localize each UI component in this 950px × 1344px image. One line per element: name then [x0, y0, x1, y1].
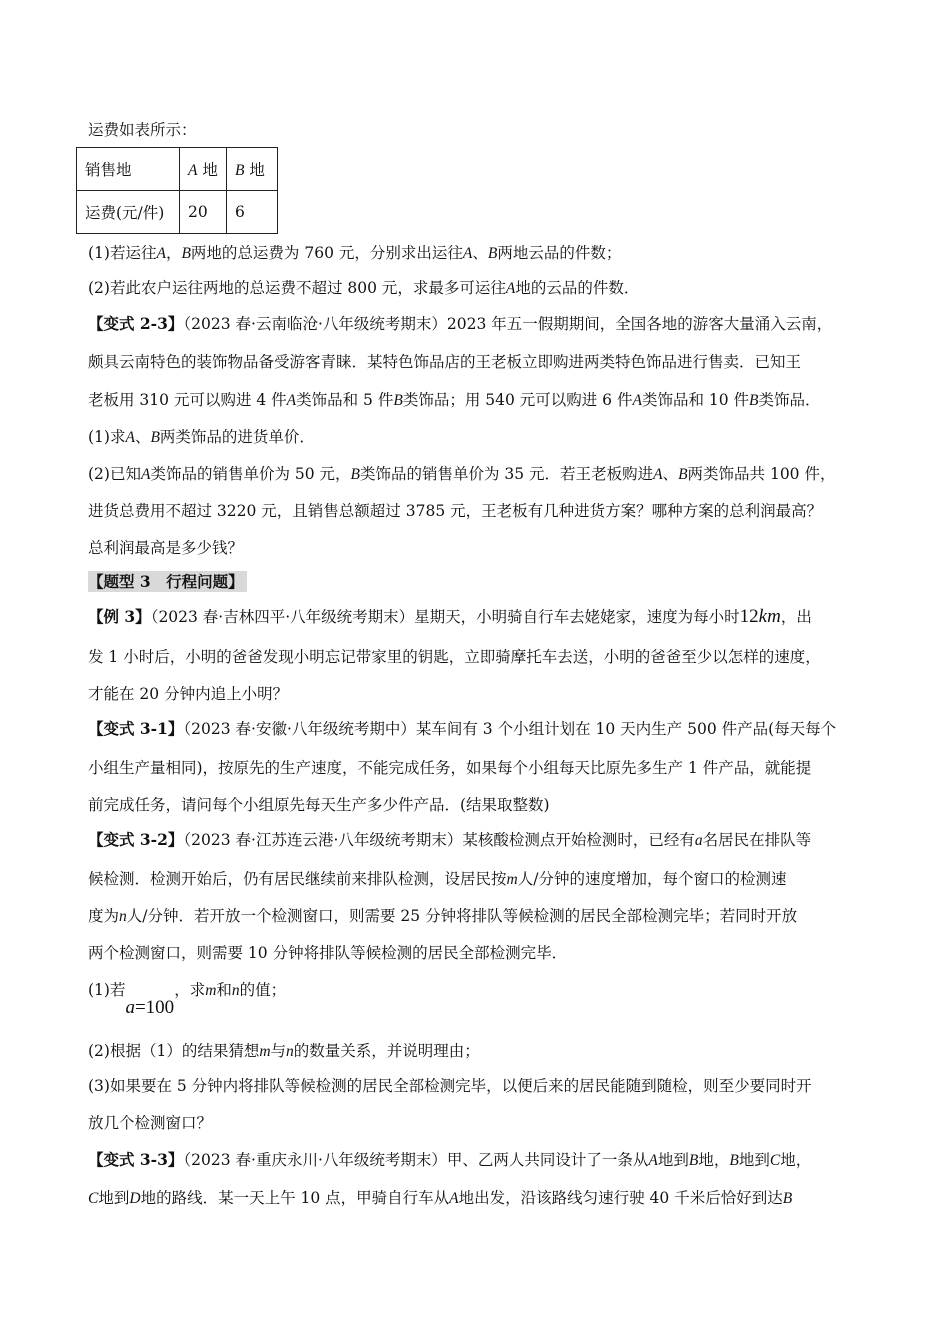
var: m: [205, 982, 217, 999]
text: 地的云品的件数．: [515, 279, 640, 297]
variant-3-1-line-2: 小组生产量相同)，按原先的生产速度，不能完成任务，如果每个小组每天比原先多生产 1 件产品，就能提: [88, 759, 812, 777]
text: 类饰品的销售单价为 35 元．若王老板购进: [359, 465, 654, 483]
var: A: [632, 392, 642, 409]
var: A: [462, 245, 473, 262]
question-1: [88, 243, 621, 264]
var: A: [505, 280, 516, 297]
number: 12: [739, 606, 759, 627]
example-3-line-2: 发 1 小时后，小明的爸爸发现小明忘记带家里的钥匙，立即骑摩托车去送，小明的爸爸至少以怎样的速度，: [88, 648, 821, 666]
text: 两地云品的件数；: [497, 244, 622, 262]
text: 度为: [88, 907, 120, 925]
variant-3-2-part-2: [88, 1041, 480, 1062]
var: B: [688, 1152, 699, 1169]
text: 两类饰品共 100 件，: [687, 465, 836, 483]
var: B: [749, 392, 759, 409]
variant-3-2-line-3: [88, 906, 797, 927]
text: 的数量关系，并说明理由；: [293, 1042, 480, 1060]
text: 、: [472, 244, 488, 262]
text: 老板用 310 元可以购进 4 件: [88, 391, 287, 409]
table-row: [77, 191, 278, 234]
variant-3-1-line-1: [88, 719, 836, 739]
var: D: [129, 1190, 141, 1207]
text: (1)若运往: [88, 244, 157, 262]
var: A: [286, 392, 297, 409]
var: A: [653, 466, 663, 483]
variant-2-3-line-1: [88, 314, 832, 334]
variant-2-3-part-2: [88, 464, 835, 485]
text: 地到: [738, 1151, 770, 1169]
var: A: [125, 429, 135, 446]
table-header-cell: [180, 148, 227, 191]
text: 与: [270, 1042, 287, 1060]
text: 类饰品和 10 件: [641, 391, 750, 409]
var: B: [150, 429, 160, 446]
text: 类饰品的销售单价为 50 元，: [150, 465, 351, 483]
section-heading: [88, 572, 247, 592]
variant-3-2-line-1: [88, 830, 811, 851]
equation: =100: [134, 997, 175, 1018]
var: A: [648, 1152, 658, 1169]
text: 人/分钟的速度增加，每个窗口的检测速: [517, 870, 787, 888]
example-3-line-1: [88, 607, 812, 627]
var: B: [393, 392, 403, 409]
text: 名居民在排队等: [702, 831, 812, 849]
text: ，出: [780, 608, 812, 626]
var: a: [125, 997, 135, 1018]
variant-3-2-part-3-line-2: 放几个检测窗口？: [88, 1114, 213, 1132]
text: 和: [216, 981, 232, 999]
table-cell: 运费(元/件): [77, 191, 180, 234]
text: 、: [134, 428, 151, 446]
variant-2-3-part-2-line-3: 总利润最高是多少钱？: [88, 539, 244, 557]
var: n: [286, 1043, 294, 1060]
text: 候检测．检测开始后，仍有居民继续前来排队检测，设居民按: [88, 870, 507, 888]
var: B: [487, 245, 498, 262]
text: 的值；: [239, 981, 287, 999]
var: A: [449, 1190, 459, 1207]
text: 两类饰品的进货单价．: [159, 428, 315, 446]
variant-3-1-line-3: 前完成任务，请问每个小组原先每天生产多少件产品．(结果取整数): [88, 796, 550, 814]
var: C: [88, 1190, 99, 1207]
variant-2-3-part-2-line-2: 进货总费用不超过 3220 元，且销售总额超过 3785 元，王老板有几种进货方案？哪种方案的总利润最高？: [88, 502, 823, 520]
text: （2023 春·安徽·八年级统考期中）某车间有 3 个小组计划在 10 天内生产 500 件产品(每天每个: [183, 720, 837, 738]
text: (2)根据（1）的结果猜想: [88, 1042, 260, 1060]
text: (2)已知: [88, 465, 141, 483]
var: a: [694, 832, 703, 849]
text: （2023 春·吉林四平·八年级统考期末）星期天，小明骑自行车去姥姥家，速度为每小时: [150, 608, 740, 626]
unit: km: [758, 606, 781, 627]
text: 地的路线．某一天上午 10 点，甲骑自行车从: [140, 1189, 450, 1207]
text: (1)若: [88, 981, 126, 999]
text: 地出发，沿该路线匀速行驶 40 千米后恰好到达: [458, 1189, 783, 1207]
var: n: [231, 982, 240, 999]
text: 类饰品和 5 件: [296, 391, 394, 409]
text: 地到: [98, 1189, 130, 1207]
var: C: [769, 1152, 781, 1169]
var: B: [782, 1190, 793, 1207]
text: 两地的总运费为 760 元，分别求出运往: [190, 244, 463, 262]
variant-3-2-part-1: [88, 980, 287, 1018]
var: A: [156, 245, 166, 262]
variant-tag: 【变式 3-3】: [88, 1150, 184, 1169]
text: 地到: [657, 1151, 689, 1169]
text: (1)求: [88, 428, 126, 446]
variant-3-3-line-2: [88, 1188, 792, 1209]
question-2: [88, 278, 639, 299]
var: B: [350, 466, 360, 483]
text: (2)若此农户运往两地的总运费不超过 800 元，求最多可运往: [88, 279, 506, 297]
var: B: [181, 245, 191, 262]
text: ，求: [174, 981, 206, 999]
variant-2-3-line-2: 颇具云南特色的装饰物品备受游客青睐．某特色饰品店的王老板立即购进两类特色饰品进行售卖．已知王: [88, 353, 802, 371]
text: 地，: [780, 1151, 812, 1169]
text: （2023 春·江苏连云港·八年级统考期末）某核酸检测点开始检测时，已经有: [183, 831, 695, 849]
variant-tag: 【变式 3-1】: [88, 719, 184, 738]
text: 人/分钟．若开放一个检测窗口，则需要 25 分钟将排队等候检测的居民全部检测完毕；若同时开放: [126, 907, 798, 925]
var: m: [506, 871, 518, 888]
var: A: [188, 162, 198, 179]
table-cell: 20: [180, 191, 227, 234]
text: 类饰品；用 540 元可以购进 6 件: [402, 391, 633, 409]
var: A: [140, 466, 151, 483]
var: B: [678, 466, 688, 483]
table-cell: 6: [227, 191, 278, 234]
example-tag: 【例 3】: [88, 607, 151, 626]
table-header-cell: [227, 148, 278, 191]
table-header-cell: 销售地: [77, 148, 180, 191]
variant-3-2-line-4: 两个检测窗口，则需要 10 分钟将排队等候检测的居民全部检测完毕．: [88, 944, 568, 962]
text: 地，: [698, 1151, 730, 1169]
var: B: [235, 162, 245, 179]
example-3-line-3: 才能在 20 分钟内追上小明？: [88, 685, 289, 703]
text: （2023 春·重庆永川·八年级统考期末）甲、乙两人共同设计了一条从: [183, 1151, 649, 1169]
section-title: 【题型 3 行程问题】: [88, 571, 247, 592]
variant-3-2-part-3: (3)如果要在 5 分钟内将排队等候检测的居民全部检测完毕，以便后来的居民能随到随检，则至少要同时开: [88, 1077, 812, 1095]
var: n: [119, 908, 127, 925]
variant-2-3-line-3: [88, 390, 821, 411]
text: 、: [662, 465, 679, 483]
text: 地: [249, 161, 265, 179]
table-row: [77, 148, 278, 191]
text: （2023 春·云南临沧·八年级统考期末）2023 年五一假期期间，全国各地的游客大量涌入云南，: [183, 315, 833, 333]
variant-tag: 【变式 3-2】: [88, 830, 184, 849]
text: 类饰品．: [758, 391, 821, 409]
variant-tag: 【变式 2-3】: [88, 314, 184, 333]
var: m: [259, 1043, 271, 1060]
intro-text: 运费如表所示：: [88, 121, 197, 139]
variant-2-3-part-1: [88, 427, 315, 448]
var: B: [729, 1152, 739, 1169]
freight-table: [76, 147, 278, 234]
variant-3-2-line-2: [88, 869, 786, 890]
text: 地: [202, 161, 218, 179]
text: ，: [165, 244, 182, 262]
variant-3-3-line-1: [88, 1150, 811, 1171]
